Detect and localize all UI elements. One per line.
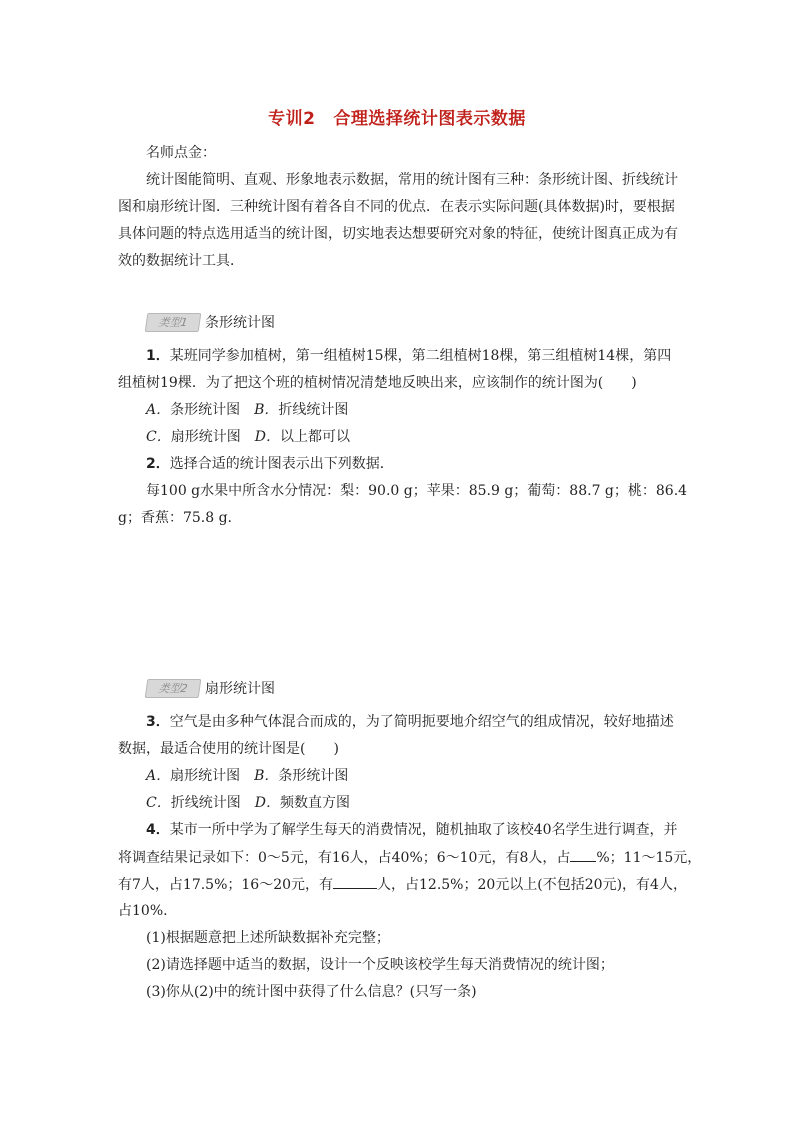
option-d-text: 频数直方图: [279, 795, 350, 811]
title-number: 专训2: [268, 109, 316, 129]
q1-line1: [146, 346, 671, 366]
option-b-text: 折线统计图: [278, 402, 349, 418]
q4-line3: [118, 874, 687, 895]
option-b-letter: B．: [254, 768, 279, 784]
option-c-text: 扇形统计图: [170, 429, 241, 445]
q3-options-ab: [146, 766, 348, 786]
q4-sub2: (2)请选择题中适当的数据，设计一个反映该校学生每天消费情况的统计图；: [146, 957, 614, 973]
page-title: [0, 104, 794, 129]
q4-line2: [118, 847, 701, 868]
answer-blank[interactable]: [570, 847, 596, 862]
q2-line2: 每100 g水果中所含水分情况：梨：90.0 g；苹果：85.9 g；葡萄：88.7 g；桃：86.4: [146, 483, 688, 499]
type1-badge: 类型1: [145, 313, 202, 332]
type2-label: 扇形统计图: [205, 681, 275, 697]
q3-number: 3．: [146, 714, 170, 730]
intro-heading: 名师点金：: [146, 145, 216, 161]
option-c-letter: C．: [146, 795, 171, 811]
q4-line4: 占10%.: [118, 903, 168, 919]
q4-number: 4．: [146, 822, 170, 838]
q4-text: 某市一所中学为了解学生每天的消费情况，随机抽取了该校40名学生进行调查，并: [169, 822, 678, 838]
option-a-text: 条形统计图: [170, 402, 241, 418]
option-b-text: 条形统计图: [278, 768, 349, 784]
intro-line: 效的数据统计工具．: [118, 253, 244, 269]
q1-text: 某班同学参加植树，第一组植树15棵，第二组植树18棵，第三组植树14棵，第四: [169, 348, 672, 364]
q4-sub1: (1)根据题意把上述所缺数据补充完整；: [146, 930, 390, 946]
q2-line3: g；香蕉：75.8 g.: [118, 510, 232, 526]
q1-options-ab: [146, 400, 348, 420]
option-a-letter: A．: [146, 768, 171, 784]
type1-label: 条形统计图: [205, 315, 275, 331]
q2-text: 选择合适的统计图表示出下列数据．: [169, 456, 394, 472]
option-a-text: 扇形统计图: [170, 768, 241, 784]
intro-line: 具体问题的特点选用适当的统计图，切实地表达想要研究对象的特征，使统计图真正成为有: [118, 226, 678, 242]
option-c-letter: C．: [146, 429, 171, 445]
option-a-letter: A．: [146, 402, 171, 418]
option-c-text: 折线统计图: [170, 795, 241, 811]
q3-text: 空气是由多种气体混合而成的，为了简明扼要地介绍空气的组成情况，较好地描述: [169, 714, 674, 730]
title-text: 合理选择统计图表示数据: [333, 109, 526, 129]
q1-options-cd: [146, 427, 350, 447]
q1-line2: 组植树19棵．为了把这个班的植树情况清楚地反映出来，应该制作的统计图为( ): [118, 375, 637, 391]
type2-badge: 类型2: [145, 679, 202, 698]
option-d-letter: D．: [254, 795, 280, 811]
q2-number: 2．: [146, 456, 170, 472]
q4-sub3: (3)你从(2)中的统计图中获得了什么信息？(只写一条): [146, 984, 477, 1000]
intro-line: 图和扇形统计图．三种统计图有着各自不同的优点．在表示实际问题(具体数据)时，要根据: [118, 199, 675, 215]
q4-line1: [146, 820, 678, 840]
q4-text: %；11～15元，: [596, 850, 702, 866]
option-b-letter: B．: [254, 402, 279, 418]
q2-line1: [146, 454, 394, 474]
q3-line1: [146, 712, 674, 732]
option-d-letter: D．: [254, 429, 280, 445]
answer-blank[interactable]: [333, 874, 377, 889]
q3-line2: 数据，最适合使用的统计图是( ): [118, 741, 339, 757]
q4-text: 有7人，占17.5%；16～20元，有: [118, 877, 334, 893]
intro-line: 统计图能简明、直观、形象地表示数据，常用的统计图有三种：条形统计图、折线统计: [146, 172, 678, 188]
q4-text: 人，占12.5%；20元以上(不包括20元)，有4人，: [377, 877, 687, 893]
q3-options-cd: [146, 793, 350, 813]
q1-number: 1．: [146, 348, 170, 364]
q4-text: 将调查结果记录如下：0～5元，有16人，占40%；6～10元，有8人，占: [118, 850, 571, 866]
option-d-text: 以上都可以: [279, 429, 350, 445]
